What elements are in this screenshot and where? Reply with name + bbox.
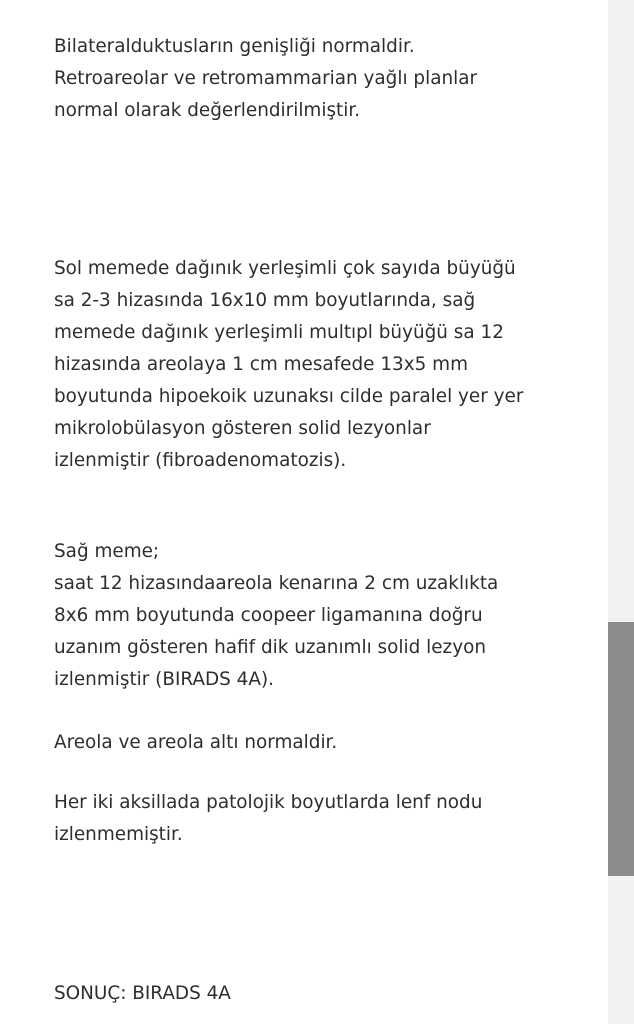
- text-line: izlenmiştir (fibroadenomatozis).: [54, 450, 347, 471]
- text-line: Bilateralduktusların genişliği normaldir.: [54, 36, 415, 57]
- text-line: izlenmemiştir.: [54, 824, 183, 845]
- text-line: Retroareolar ve retromammarian yağlı planlar: [54, 68, 478, 89]
- paragraph-areola: [54, 727, 337, 759]
- text-line: 8x6 mm boyutunda coopeer ligamanına doğru: [54, 605, 483, 626]
- paragraph-left-breast: [54, 253, 523, 477]
- text-line: Areola ve areola altı normaldir.: [54, 732, 338, 753]
- text-line: normal olarak değerlendirilmiştir.: [54, 100, 361, 121]
- text-line: Her iki aksillada patolojik boyutlarda lenf nodu: [54, 792, 483, 813]
- paragraph-ducts: [54, 31, 477, 127]
- text-line: hizasında areolaya 1 cm mesafede 13x5 mm: [54, 354, 468, 375]
- text-line: uzanım gösteren hafif dik uzanımlı solid lezyon: [54, 637, 486, 658]
- text-line: Sol memede dağınık yerleşimli çok sayıda büyüğü: [54, 258, 516, 279]
- text-line: saat 12 hizasındaareola kenarına 2 cm uzaklıkta: [54, 573, 499, 594]
- paragraph-conclusion: [54, 978, 231, 1010]
- text-line: Sağ meme;: [54, 541, 160, 562]
- conclusion-text: SONUÇ: BIRADS 4A: [54, 983, 231, 1004]
- paragraph-right-breast: [54, 536, 498, 696]
- text-line: sa 2-3 hizasında 16x10 mm boyutlarında, sağ: [54, 290, 476, 311]
- text-line: mikrolobülasyon gösteren solid lezyonlar: [54, 418, 431, 439]
- paragraph-axilla: [54, 787, 482, 851]
- text-line: izlenmiştir (BIRADS 4A).: [54, 669, 274, 690]
- text-line: boyutunda hipoekoik uzunaksı cilde paralel yer yer: [54, 386, 524, 407]
- scrollbar-thumb[interactable]: [608, 622, 634, 876]
- text-line: memede dağınık yerleşimli multıpl büyüğü sa 12: [54, 322, 504, 343]
